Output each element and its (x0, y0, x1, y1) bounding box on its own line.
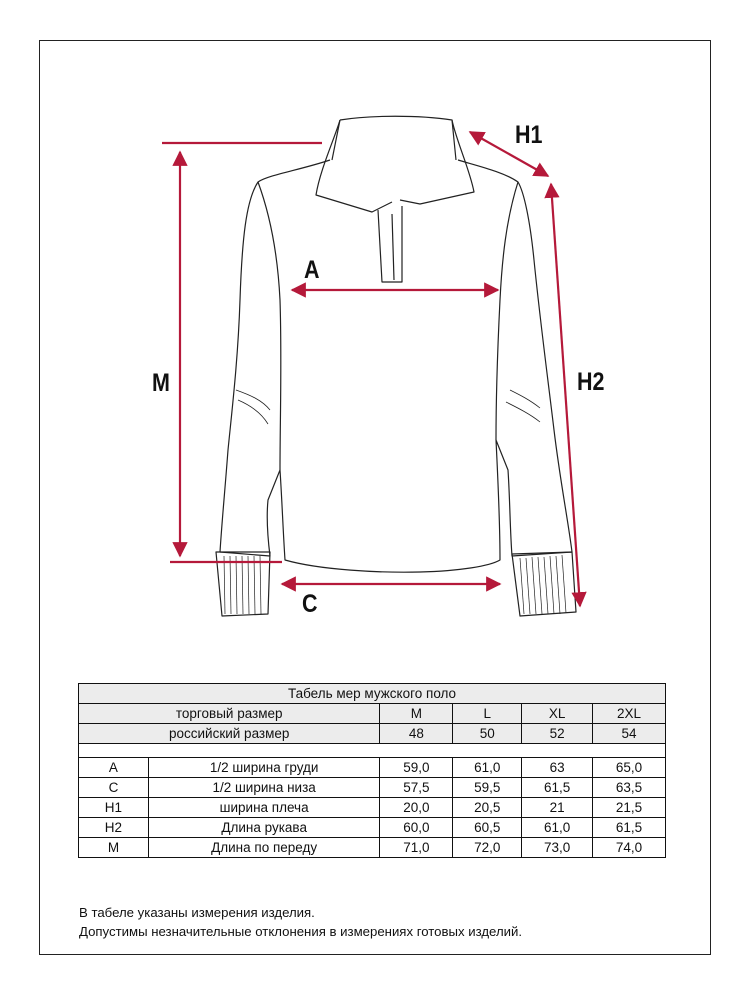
measure-value: 61,5 (522, 778, 593, 798)
measure-value: 21 (522, 798, 593, 818)
spacer-row (79, 744, 666, 758)
measure-value: 60,0 (380, 818, 453, 838)
table-row (79, 798, 666, 818)
measure-name: 1/2 ширина низа (148, 778, 380, 798)
measure-value: 61,5 (593, 818, 666, 838)
measure-value: 59,5 (453, 778, 522, 798)
russian-size: 54 (593, 724, 666, 744)
measure-value: 61,0 (522, 818, 593, 838)
measure-name: Длина по переду (148, 838, 380, 858)
measure-value: 60,5 (453, 818, 522, 838)
size-header: L (453, 704, 522, 724)
measure-value: 63 (522, 758, 593, 778)
measure-value: 59,0 (380, 758, 453, 778)
measure-value: 65,0 (593, 758, 666, 778)
measure-code: H1 (79, 798, 149, 818)
measure-value: 61,0 (453, 758, 522, 778)
measure-value: 72,0 (453, 838, 522, 858)
measure-name: 1/2 ширина груди (148, 758, 380, 778)
trade-size-label: торговый размер (79, 704, 380, 724)
table-title: Табель мер мужского поло (79, 684, 666, 704)
measure-code: C (79, 778, 149, 798)
measure-value: 21,5 (593, 798, 666, 818)
label-h2: H2 (577, 368, 605, 396)
notes (79, 903, 522, 941)
label-m: M (152, 369, 170, 397)
h2-arrow (551, 184, 580, 606)
table-row (79, 818, 666, 838)
russian-size: 50 (453, 724, 522, 744)
table-row (79, 758, 666, 778)
russian-size: 52 (522, 724, 593, 744)
label-a: A (304, 256, 320, 284)
size-table (78, 683, 666, 858)
size-header: M (380, 704, 453, 724)
measure-value: 73,0 (522, 838, 593, 858)
size-header: 2XL (593, 704, 666, 724)
measure-code: M (79, 838, 149, 858)
measure-value: 71,0 (380, 838, 453, 858)
trade-size-row (79, 704, 666, 724)
table-row (79, 838, 666, 858)
measure-code: H2 (79, 818, 149, 838)
shirt-outline (216, 116, 576, 616)
russian-size-label: российский размер (79, 724, 380, 744)
table-row (79, 778, 666, 798)
measure-value: 20,0 (380, 798, 453, 818)
label-h1: H1 (515, 121, 543, 149)
dimension-lines (162, 132, 580, 606)
measure-value: 63,5 (593, 778, 666, 798)
note-line: В табеле указаны измерения изделия. (79, 905, 315, 920)
russian-size-row (79, 724, 666, 744)
measure-code: A (79, 758, 149, 778)
russian-size: 48 (380, 724, 453, 744)
measure-name: ширина плеча (148, 798, 380, 818)
note-line: Допустимы незначительные отклонения в измерениях готовых изделий. (79, 924, 523, 939)
measure-value: 74,0 (593, 838, 666, 858)
measure-value: 57,5 (380, 778, 453, 798)
measure-value: 20,5 (453, 798, 522, 818)
label-c: C (302, 590, 318, 618)
size-header: XL (522, 704, 593, 724)
table-title-row (79, 684, 666, 704)
measure-name: Длина рукава (148, 818, 380, 838)
spacer-cell (79, 744, 666, 758)
